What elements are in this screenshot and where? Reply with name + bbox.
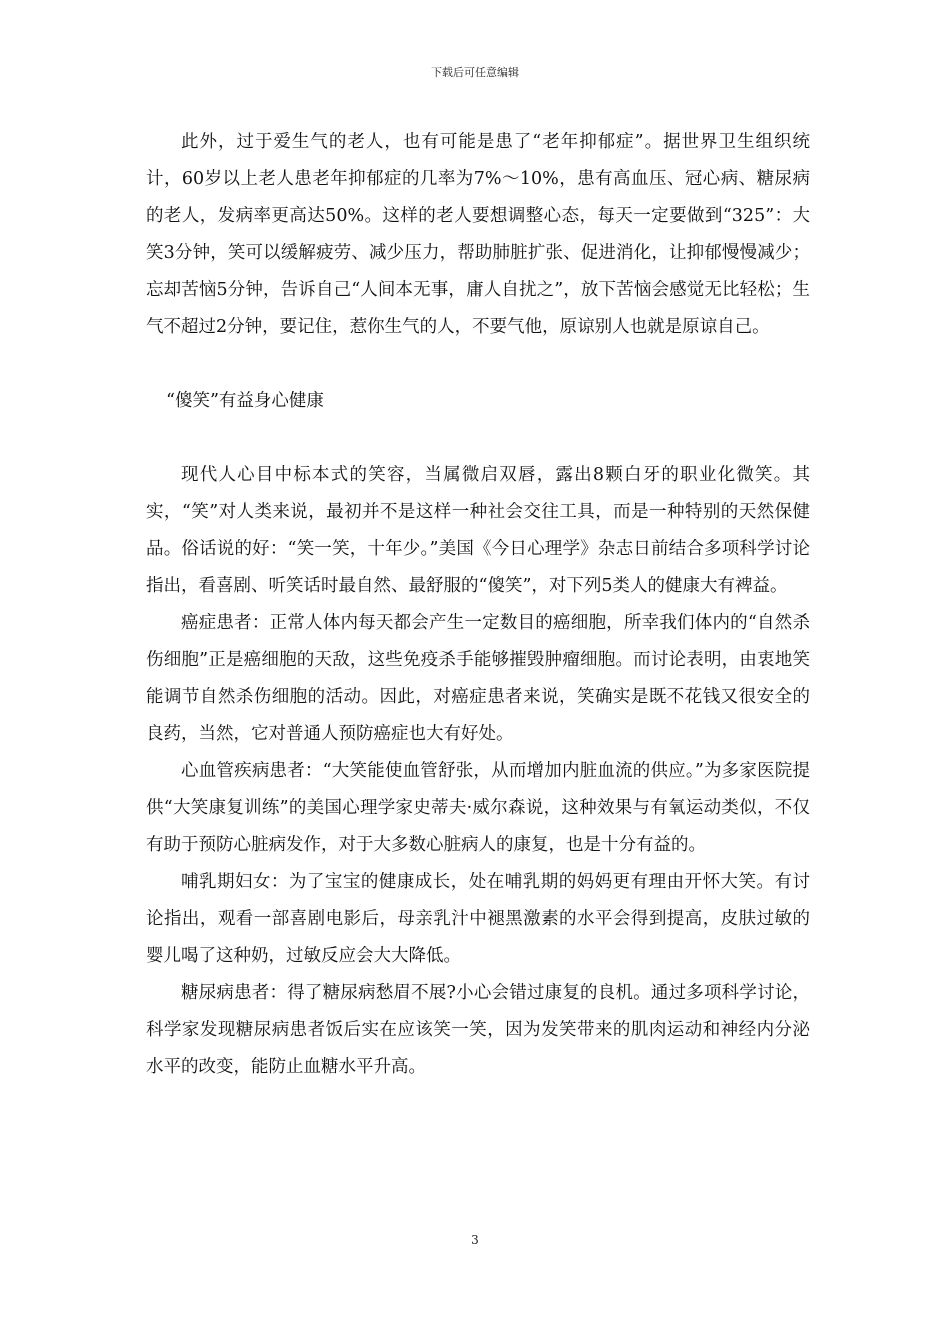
paragraph-cardiovascular-patients: 心血管疾病患者：“大笑能使血管舒张，从而增加内脏血流的供应。”为多家医院提供“大笑康复训练”的美国心理学家史蒂夫·威尔森说，这种效果与有氧运动类似，不仅有助于预防心脏病发作，对于大多数心脏病人的康复，也是十分有益的。 — [146, 761, 810, 855]
paragraph-diabetes-patients: 糖尿病患者：得了糖尿病愁眉不展?小心会错过康复的良机。通过多项科学讨论，科学家发现糖尿病患者饭后实在应该笑一笑，因为发笑带来的肌肉运动和神经内分泌水平的改变，能防止血糖水平升高。 — [146, 983, 810, 1077]
paragraph-intro-smile: 现代人心目中标本式的笑容，当属微启双唇，露出8颗白牙的职业化微笑。其实，“笑”对人类来说，最初并不是这样一种社会交往工具，而是一种特别的天然保健品。俗话说的好：“笑一笑，十年少。”美国《今日心理学》杂志日前结合多项科学讨论指出，看喜剧、听笑话时最自然、最舒服的“傻笑”，对下列5类人的健康大有裨益。 — [146, 465, 810, 596]
section-heading: “傻笑”有益身心健康 — [166, 391, 324, 411]
paragraph-nursing-mothers: 哺乳期妇女：为了宝宝的健康成长，处在哺乳期的妈妈更有理由开怀大笑。有讨论指出，观看一部喜剧电影后，母亲乳汁中褪黑激素的水平会得到提高，皮肤过敏的婴儿喝了这种奶，过敏反应会大大降低。 — [146, 872, 810, 966]
paragraph-cancer-patients: 癌症患者：正常人体内每天都会产生一定数目的癌细胞，所幸我们体内的“自然杀伤细胞”正是癌细胞的天敌，这些免疫杀手能够摧毁肿瘤细胞。而讨论表明，由衷地笑能调节自然杀伤细胞的活动。因此，对癌症患者来说，笑确实是既不花钱又很安全的良药，当然，它对普通人预防癌症也大有好处。 — [146, 613, 810, 744]
page-header: 下载后可任意编辑 — [431, 66, 519, 79]
paragraph-elderly-depression: 此外，过于爱生气的老人，也有可能是患了“老年抑郁症”。据世界卫生组织统计，60岁以上老人患老年抑郁症的几率为7%～10%，患有高血压、冠心病、糖尿病的老人，发病率更高达50%。这样的老人要想调整心态，每天一定要做到“325”：大笑3分钟，笑可以缓解疲劳、减少压力，帮助肺脏扩张、促进消化，让抑郁慢慢减少；忘却苦恼5分钟，告诉自己“人间本无事，庸人自扰之”，放下苦恼会感觉无比轻松；生气不超过2分钟，要记住，惹你生气的人，不要气他，原谅别人也就是原谅自己。 — [146, 132, 810, 337]
document-body — [146, 124, 810, 1086]
page-number: 3 — [471, 1233, 479, 1247]
